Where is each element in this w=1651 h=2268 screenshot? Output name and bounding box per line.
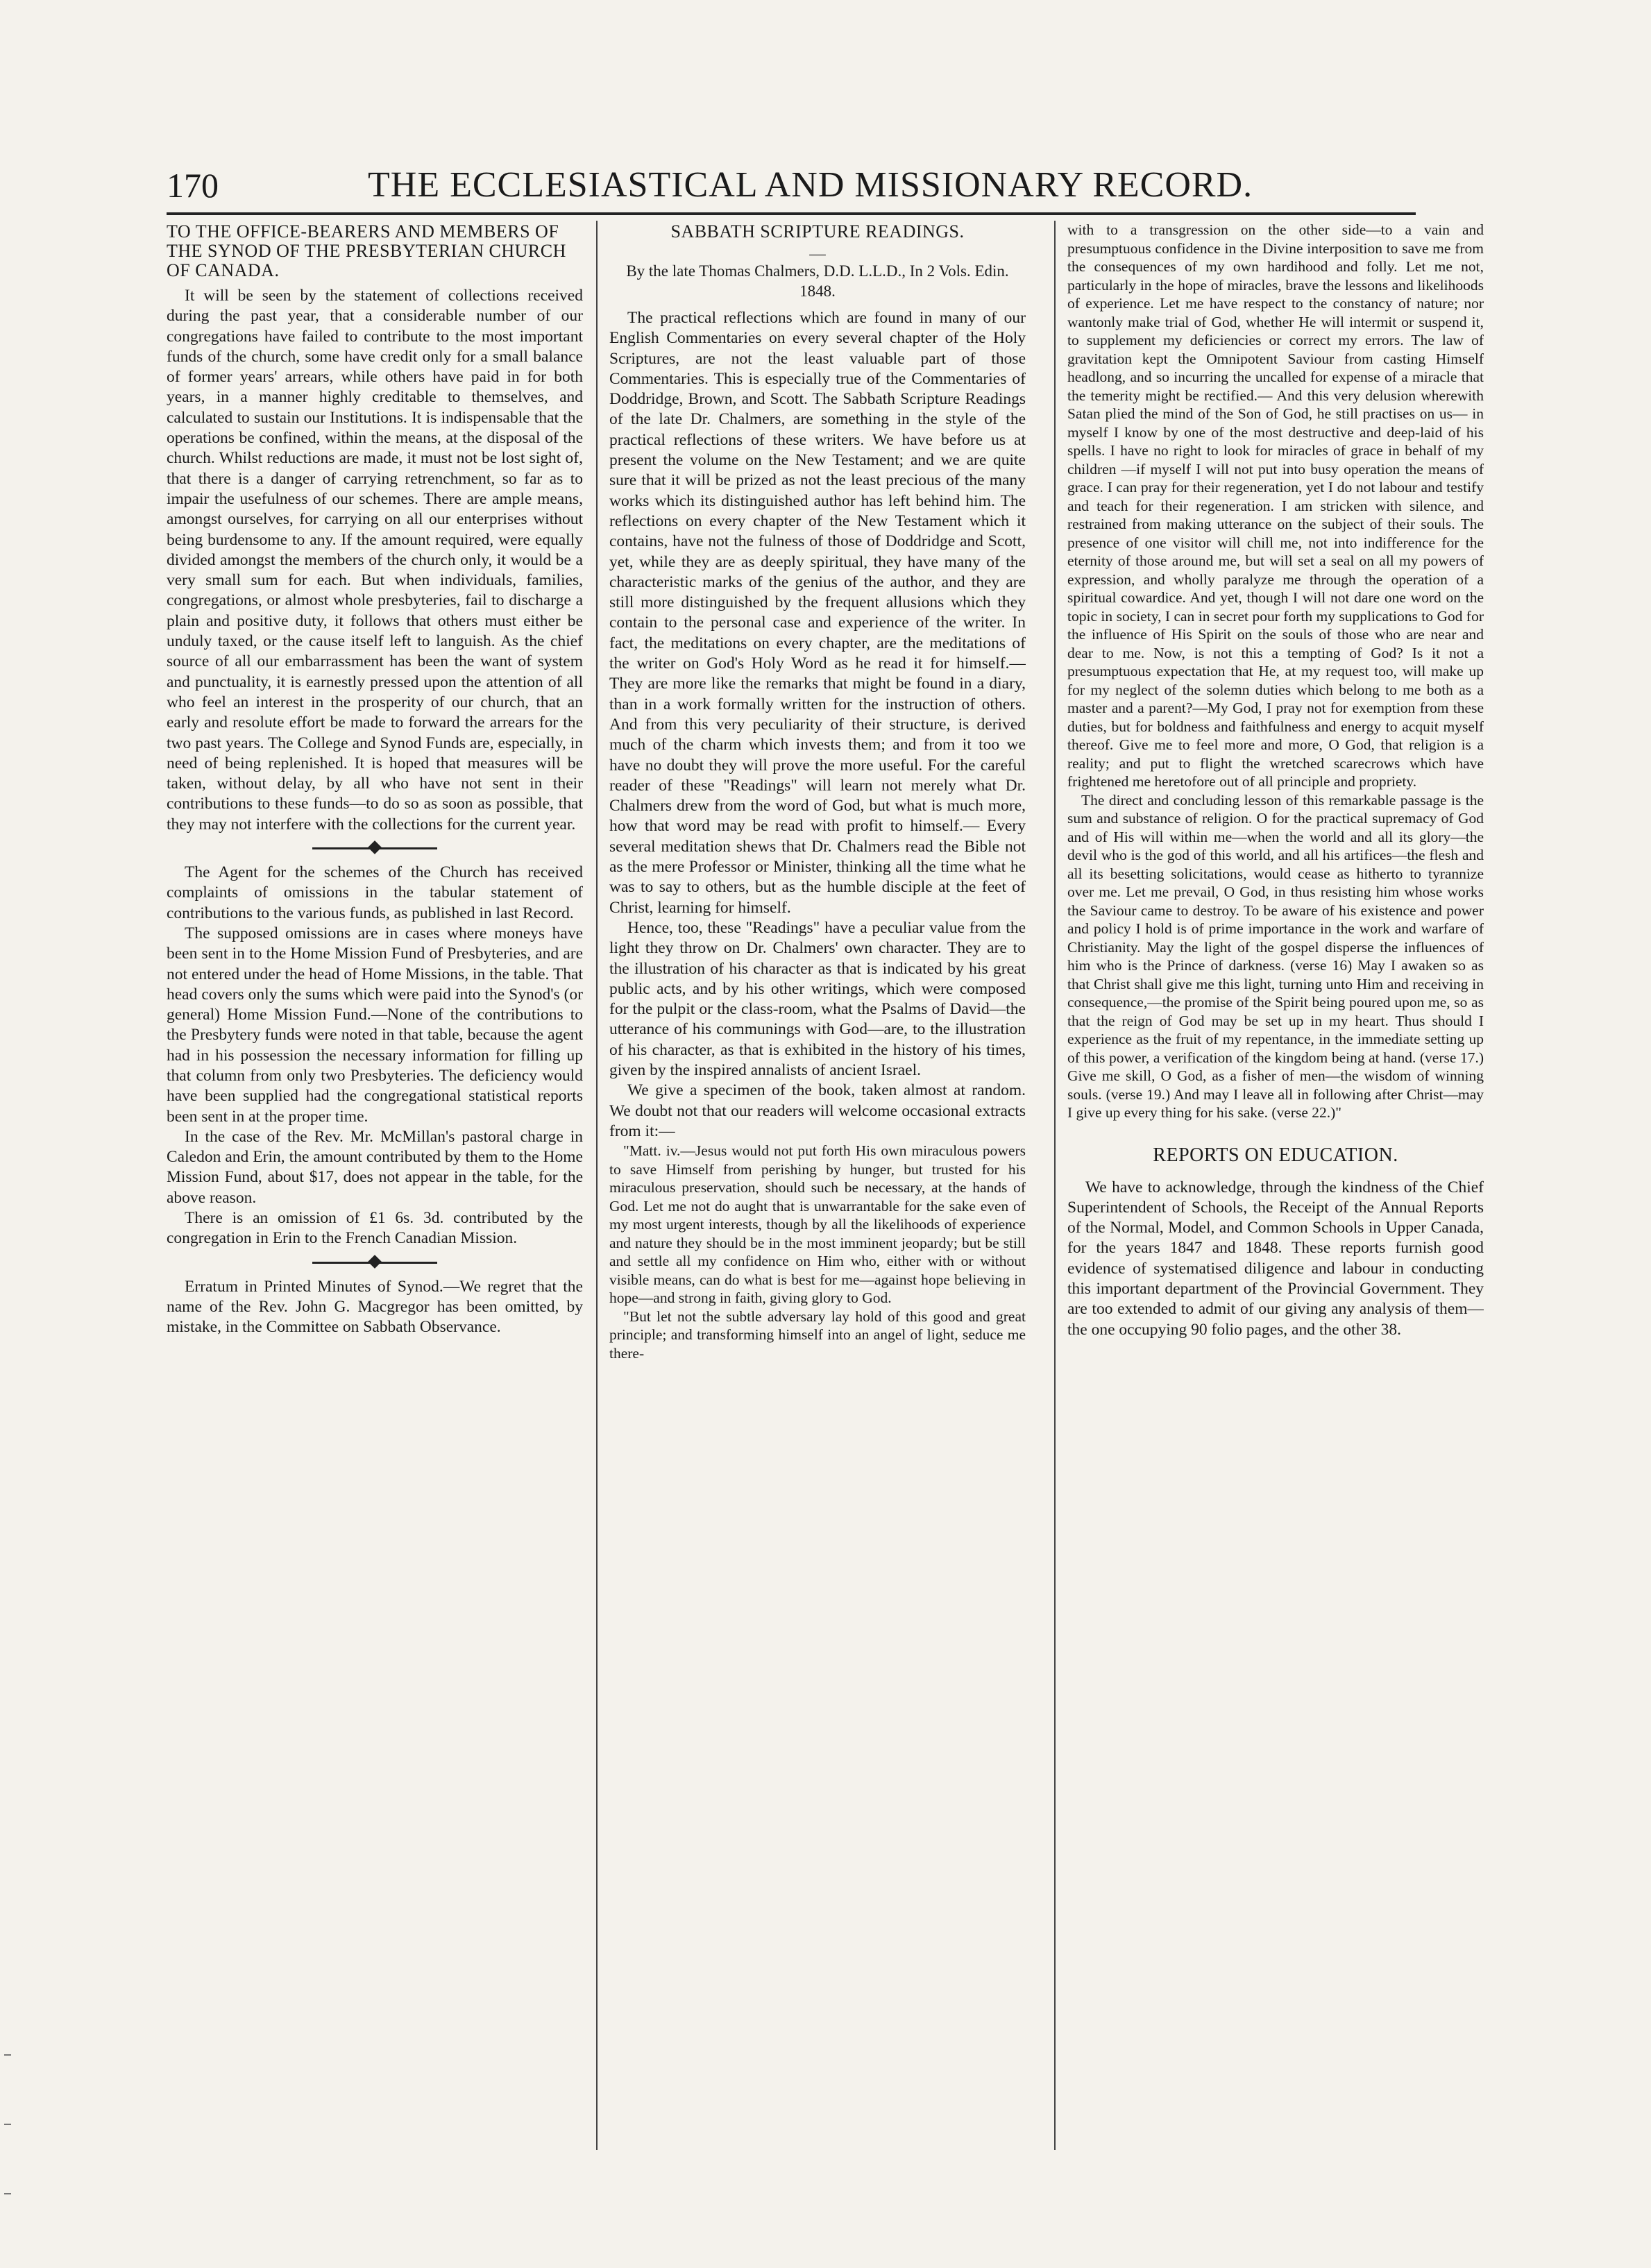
margin-mark	[4, 2054, 11, 2056]
quote-paragraph: with to a transgression on the other side—to a vain and presumptuous confidence in the Divine interposition to save me from the consequences of my own hardihood and folly. Let me not, particularly in the hope of miracles, brave the lessons and likelihoods of experience. Let me have respect to the constancy of nature; nor wantonly make trial of God, whether He will intermit or suspend it, to supplement my deficiencies or correct my errors. The law of gravitation kept the Omnipotent Saviour from casting Himself headlong, and so incurring the uncalled for expense of a miracle that the temerity might be rectified.— And this very delusion wherewith Satan plied the mind of the Son of God, he still practises on us— in myself I know by one of the most destructive and deep-laid of his spells. I have no right to look for miracles of grace in behalf of my children —if myself I will not put into busy operation the means of grace. I can pray for their regeneration, yet I do not labour and testify and teach for their regeneration. I am stricken with silence, and restrained from making utterance on the subject of their souls. The presence of one visitor will chill me, not into indifference for the eternity of those around me, but will set a seal on all my powers of expression, and wholly paralyze me through the operation of a spiritual cowardice. And yet, though I will not dare one word on the topic in society, I can in secret pour forth my supplications to God for the influence of His Spirit on the souls of those who are near and dear to me. Now, is not this a tempting of God? Is it not a presumptuous expectation that He, at my request too, will make up for my neglect of the solemn duties which belong to me both as a master and a parent?—My God, I pray not for exemption from these duties, but for boldness and faithfulness and energy to acquit myself thereof. Give me to feel more and more, O God, that religion is a reality; and put to flight the wretched scarecrows which have frightened me heretofore out of all principle and propriety.	[1067, 221, 1484, 790]
byline: By the late Thomas Chalmers, D.D. L.L.D., In 2 Vols. Edin. 1848.	[626, 262, 1009, 300]
quote-paragraph: "But let not the subtle adversary lay hold of this good and great principle; and transforming himself into an angel of light, seduce me there-	[609, 1308, 1026, 1362]
page-header	[167, 161, 1395, 210]
margin-mark	[4, 2193, 11, 2194]
quote-paragraph: The direct and concluding lesson of this remarkable passage is the sum and substance of religion. O for the practical supremacy of God and of His will within me—when the world and all its glory—the devil who is the god of this world, and all his artifices—the flesh and all its besetting solicitations, would cease as hitherto to tyrannize over me. Let me prevail, O God, in thus resisting him whose works the Saviour came to destroy. To be aware of his existence and power and policy I hold is of prime importance in the work and warfare of Christianity. May the light of the gospel disperse the influences of him who is the Prince of darkness. (verse 16) May I awaken so as that Christ shall give me this light, turning unto Him and receiving in consequence,—the promise of the Spirit being poured upon me, so as that the reign of God may be set up in my heart. Thus should I experience as the fruit of my repentance, in the immediate setting up of this power, a verification of the kingdom being at hand. (verse 17.) Give me skill, O God, as a fisher of men—the wisdom of winning souls. (verse 19.) And may I leave all in following after Christ—may I give up every thing for his sake. (verse 22.)"	[1067, 791, 1484, 1121]
review-paragraph: The practical reflections which are found in many of our English Commentaries on every several chapter of the Holy Scriptures, are not the least valuable part of those Commentaries. This is especially true of the Commentaries of Doddridge, Brown, and Scott. The Sabbath Scripture Readings of the late Dr. Chalmers, are something in the style of the practical reflections of these writers. We have before us at present the volume on the New Testament; and we are quite sure that it will be prized as not the least precious of the many works which its distinguished author has left behind him. The reflections on every chapter of the New Testament which it contains, have not the fulness of those of Doddridge and Scott, yet, while they are as deeply spiritual, they have many of the characteristic marks of the genius of the author, and they are still more distinguished by the frequent allusions which they contain to the personal case and experience of the writer. In fact, the meditations on every chapter, are the meditations of the writer on God's Holy Word as he read it for himself.— They are more like the remarks that might be found in a diary, than in a work formally written for the instruction of others. And from this very peculiarity of their structure, is derived much of the charm which invests them; and from it too we have no doubt they will prove the more useful. For the careful reader of these "Readings" will learn not merely what Dr. Chalmers drew from the word of God, but what is much more, how that word may be read with profit to himself.— Every several meditation shews that Dr. Chalmers read the Bible not as the mere Professor or Minister, thinking all the time what he was to say to others, but as the humble disciple at the feet of Christ, learning for himself.	[609, 309, 1026, 917]
erratum-paragraph: Erratum in Printed Minutes of Synod.—We regret that the name of the Rev. John G. Macgregor has been omitted, by mistake, in the Committee on Sabbath Observance.	[167, 1277, 583, 1337]
review-paragraph: Hence, too, these "Readings" have a peculiar value from the light they throw on Dr. Chalmers' own character. They are to the illustration of his character as that is indicated by his great public acts, and by his other writings, which were composed for the pulpit or the class-room, what the Psalms of David—the utterance of his communings with God—are, to the illustration of his character, as that is exhibited in the history of his times, given by the inspired annalists of ancient Israel.	[609, 918, 1026, 1079]
column-2	[609, 221, 1026, 2219]
running-title: THE ECCLESIASTICAL AND MISSIONARY RECORD.	[368, 165, 1253, 205]
section-ornament	[167, 835, 583, 863]
mcmillan-paragraph: In the case of the Rev. Mr. McMillan's pastoral charge in Caledon and Erin, the amount contributed by them to the Home Mission Fund, about $17, does not appear in the table, for the above reason.	[167, 1127, 583, 1207]
column-1	[167, 221, 583, 2219]
sabbath-readings-title: SABBATH SCRIPTURE READINGS.	[670, 221, 965, 242]
title-dash: —	[809, 245, 826, 263]
synod-notice-paragraph: It will be seen by the statement of collections received during the past year, that a considerable number of our congregations have failed to contribute to the most important funds of the church, some have credit only for a small balance of former years' arrears, while others have paid in for both years, in a manner highly creditable to themselves, and calculated to sustain our Institutions. It is indispensable that the operations be confined, within the means, at the disposal of the church. Whilst reductions are made, it must not be lost sight of, that there is a danger of carrying retrenchment, so far as to impair the usefulness of our schemes. There are ample means, amongst ourselves, for carrying on all our enterprises without being burdensome to any. If the amount required, were equally divided amongst the members of the church only, it would be a very small sum for each. But when individuals, families, congregations, or almost whole presbyteries, fail to discharge a plain and positive duty, it follows that others must either be unduly taxed, or the cause itself left to languish. As the chief source of all our embarrassment has been the want of system and punctuality, it is earnestly pressed upon the attention of all who feel an interest in the prosperity of our church, that an early and resolute effort be made to forward the arrears for the two past years. The College and Synod Funds are, especially, in need of being replenished. It is hoped that measures will be taken, without delay, by all who have not sent in their contributions to these funds—to do so as soon as possible, that they may not interfere with the collections for the current year.	[167, 287, 583, 833]
margin-mark	[4, 2124, 11, 2125]
header-rule	[167, 212, 1416, 215]
education-paragraph: We have to acknowledge, through the kindness of the Chief Superintendent of Schools, the Receipt of the Annual Reports of the Normal, Model, and Common Schools in Upper Canada, for the years 1847 and 1848. These reports furnish good evidence of systematised diligence and labour in conducting this important department of the Provincial Government. They are too extended to admit of our giving any analysis of them—the one occupying 90 folio pages, and the other 38.	[1067, 1178, 1484, 1339]
page-number: 170	[167, 166, 219, 205]
column-rule-1	[596, 221, 598, 2150]
synod-notice-title: TO THE OFFICE-BEARERS AND MEMBERS OF THE SYNOD OF THE PRESBYTERIAN CHURCH OF CANADA.	[167, 221, 566, 280]
extract-quote	[609, 1142, 1026, 1362]
extract-quote-continued	[1067, 221, 1484, 1122]
omissions-paragraph: The supposed omissions are in cases where moneys have been sent in to the Home Mission Fund of Presbyteries, and are not entered under the head of Home Missions, in the table. That head covers only the sums which were paid into the Synod's (or general) Home Mission Fund.—None of the contributions to the Presbytery funds were noted in that table, because the agent had in his possession the necessary information for filling up that column from only two Presbyteries. The deficiency would have been supplied had the congregational statistical reports been sent in at the proper time.	[167, 924, 583, 1126]
column-3	[1067, 221, 1484, 2219]
erin-omission-paragraph: There is an omission of £1 6s. 3d. contributed by the congregation in Erin to the French Canadian Mission.	[167, 1209, 583, 1248]
section-ornament	[167, 1249, 583, 1277]
review-paragraph: We give a specimen of the book, taken almost at random. We doubt not that our readers will welcome occasional extracts from it:—	[609, 1081, 1026, 1140]
quote-paragraph: "Matt. iv.—Jesus would not put forth His own miraculous powers to save Himself from perishing by hunger, but trusted for his miraculous preservation, should such be necessary, at the hands of God. Let me not do aught that is unwarrantable for the sake even of my most urgent interests, though by all the likelihoods of experience and nature they should be in the most imminent jeopardy; but be still and settle all my confidence on Him who, either with or without visible means, can do what is best for me—against hope believing in hope—and strong in faith, giving glory to God.	[609, 1142, 1026, 1307]
agent-notice-paragraph: The Agent for the schemes of the Church has received complaints of omissions in the tabular statement of contributions to the various funds, as published in last Record.	[167, 863, 583, 922]
column-rule-2	[1054, 221, 1056, 2150]
education-reports-title: REPORTS ON EDUCATION.	[1153, 1144, 1398, 1166]
